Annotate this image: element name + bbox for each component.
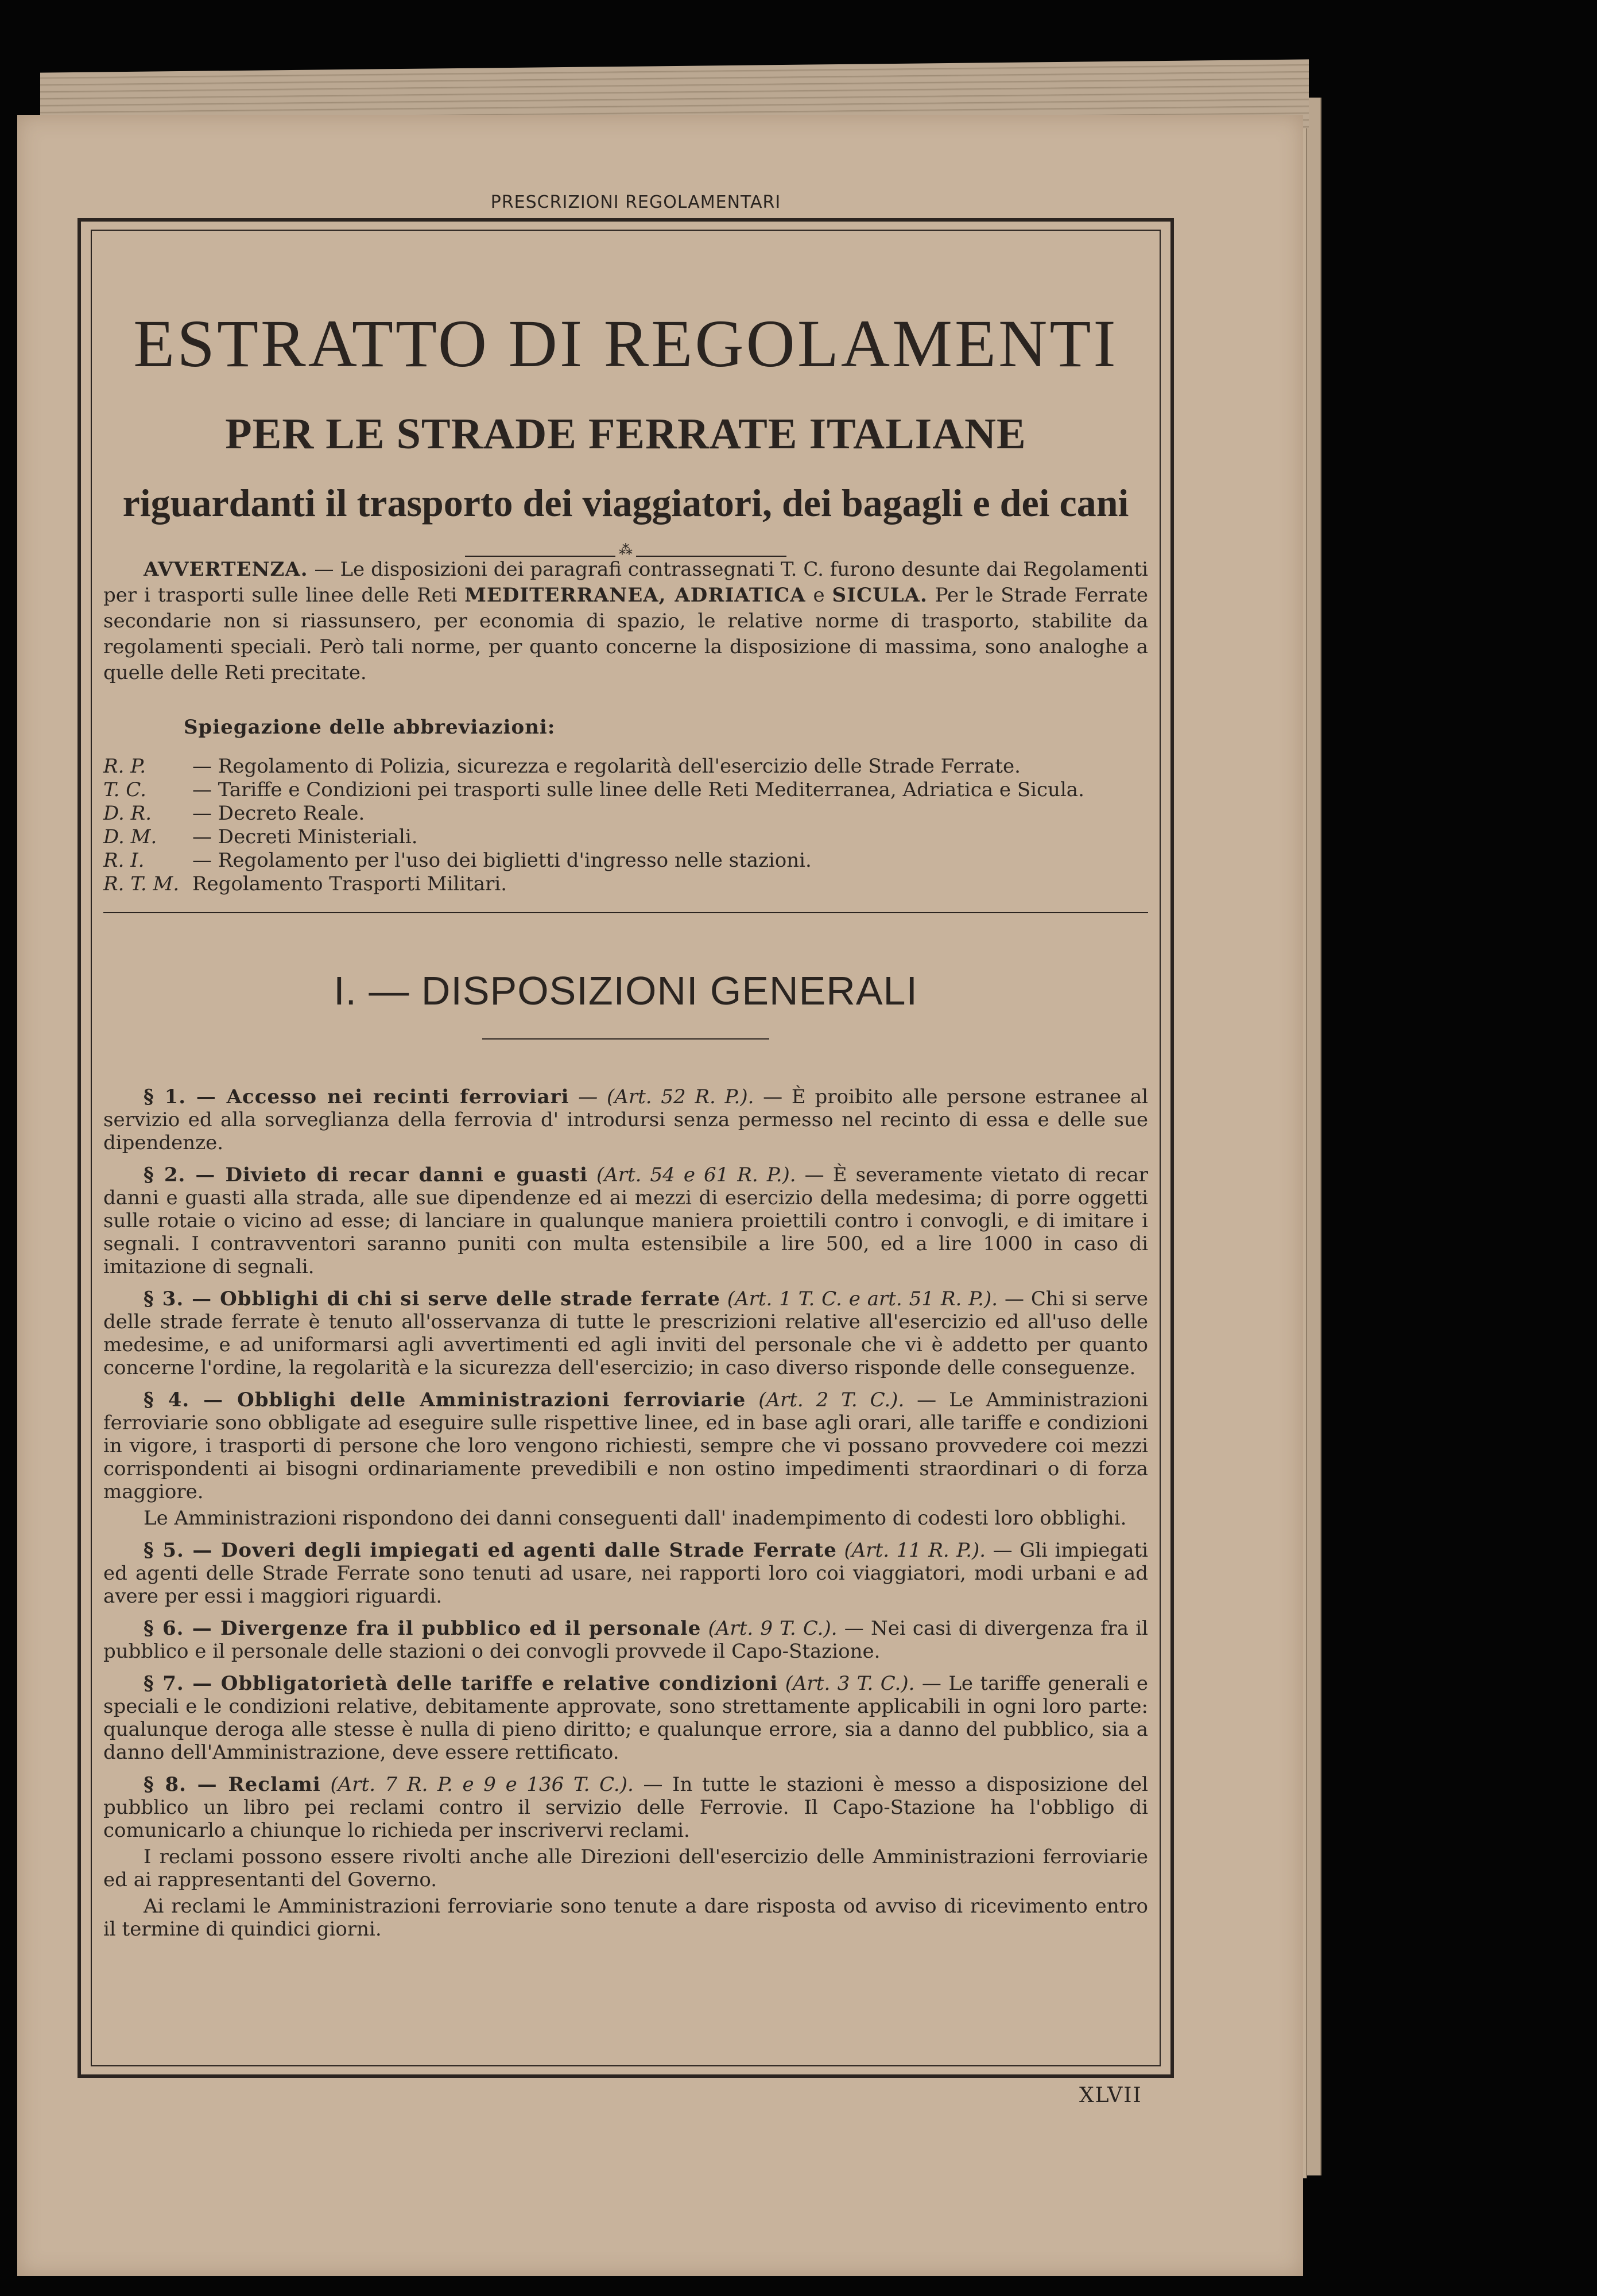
- paragraph-reference: (Art. 2 T. C.).: [746, 1389, 905, 1411]
- paragraph-heading: — Doveri degli impiegati ed agenti dalle Strade Ferrate: [184, 1539, 837, 1562]
- paragraph: [103, 1617, 1148, 1663]
- warning-label: AVVERTENZA.: [144, 558, 308, 581]
- ornament-divider: [103, 542, 1148, 558]
- paragraph-text: — Chi si serve delle strade ferrate è tenuto all'osservanza di tutte le prescrizioni relative all'esercizio ed all'uso delle medesime, e ad uniformarsi agli avvertimenti ed agli inviti del personale che vi è addetto per quanto concerne l'ordine, la regolarità e la sicurezza dell'esercizio; in caso diverso risponde delle conseguenze.: [103, 1287, 1148, 1379]
- paragraph-number: § 5.: [144, 1539, 184, 1562]
- paragraph-continuation: [103, 1507, 1148, 1530]
- section-title-underline: [482, 1038, 769, 1040]
- abbreviation-row: [103, 778, 1148, 802]
- paragraph: [103, 1539, 1148, 1608]
- paragraph-heading: — Obbligatorietà delle tariffe e relative condizioni: [184, 1672, 778, 1695]
- paragraph-number: § 1.: [144, 1085, 187, 1108]
- abbreviation-key: D. M.: [103, 825, 157, 848]
- abbreviations-list: [103, 755, 1148, 896]
- paragraph-text: — Le Amministrazioni ferroviarie sono obbligate ad eseguire sulle rispettive linee, ed in base agli orari, alle tariffe e condizioni in vigore, i trasporti di persone che loro vengono richiesti, sempre che vi possano provvedere coi mezzi corrispondenti ai bisogni ordinariamente prevedibili e non ostino impedimenti straordinari o di forza maggiore.: [103, 1389, 1149, 1503]
- section-rule: [103, 912, 1148, 913]
- paragraph-reference: — (Art. 52 R. P.).: [569, 1085, 754, 1108]
- abbreviation-key: R. T. M.: [103, 872, 180, 895]
- paragraph-number: § 2.: [144, 1163, 186, 1186]
- paragraph-list: [103, 1085, 1148, 1941]
- abbreviation-value: — Regolamento per l'uso dei biglietti d'ingresso nelle stazioni.: [192, 849, 812, 872]
- paragraph-text: — Le tariffe generali e speciali e le condizioni relative, debitamente approvate, sono strettamente applicabili in ogni loro parte: qualunque deroga alle stesse è nulla di pieno diritto; e qualunque errore, sia a danno del pubblico, sia a danno dell'Amministrazione, deve essere rettificato.: [103, 1672, 1149, 1764]
- abbreviation-row: [103, 802, 1148, 825]
- abbreviation-value: — Decreti Ministeriali.: [192, 825, 418, 848]
- running-head: PRESCRIZIONI REGOLAMENTARI: [490, 192, 781, 212]
- abbreviation-value: — Tariffe e Condizioni pei trasporti sulle linee delle Reti Mediterranea, Adriatica e Sicula.: [192, 778, 1084, 801]
- paragraph-number: § 4.: [144, 1389, 190, 1411]
- paragraph-reference: (Art. 9 T. C.).: [701, 1617, 838, 1640]
- subtitle: PER LE STRADE FERRATE ITALIANE: [225, 410, 1026, 458]
- paragraph-heading: — Obblighi di chi si serve delle strade ferrate: [184, 1287, 720, 1310]
- paragraph-reference: (Art. 7 R. P. e 9 e 136 T. C.).: [320, 1773, 634, 1796]
- abbreviation-key: R. P.: [103, 755, 146, 778]
- abbreviation-value: Regolamento Trasporti Militari.: [192, 872, 507, 895]
- paragraph-text: — In tutte le stazioni è messo a disposizione del pubblico un libro pei reclami contro il servizio delle Ferrovie. Il Capo-Stazione ha l'obbligo di comunicarlo a chiunque lo richieda per inscrivervi reclami.: [103, 1773, 1148, 1842]
- paragraph: [103, 1773, 1148, 1842]
- paragraph-continuation: [103, 1895, 1148, 1941]
- main-title: ESTRATTO DI REGOLAMENTI: [133, 306, 1118, 381]
- abbreviation-key: D. R.: [103, 802, 152, 825]
- warning-text2: Per le Strade Ferrate secondarie non si riassunsero, per economia di spazio, le relative norme di trasporto, stabilite da regolamenti speciali. Però tali norme, per quanto concerne la disposizione di massima, sono analoghe a quelle delle Reti precitate.: [103, 584, 1148, 684]
- paragraph-continuation: [103, 1845, 1148, 1891]
- paragraph-reference: (Art. 1 T. C. e art. 51 R. P.).: [720, 1287, 998, 1310]
- paragraph: [103, 1085, 1148, 1154]
- page-number: XLVII: [1079, 2084, 1142, 2107]
- paragraph-text: — È severamente vietato di recar danni e guasti alla strada, alle sue dipendenze ed ai mezzi di esercizio della medesima; di porre oggetti sulle rotaie o vicino ad esse; di lanciare in qualunque maniera proiettili contro i convogli, e di imitare i segnali. I contravventori saranno puniti con multa estensibile a lire 500, ed a lire 1000 in caso di imitazione di segnali.: [103, 1163, 1149, 1278]
- paragraph: [103, 1672, 1148, 1764]
- paragraph-reference: (Art. 54 e 61 R. P.).: [587, 1163, 796, 1186]
- abbreviation-key: T. C.: [103, 778, 146, 801]
- abbreviation-key: R. I.: [103, 849, 145, 872]
- paragraph-heading: — Obblighi delle Amministrazioni ferroviarie: [189, 1389, 746, 1411]
- warning-paragraph: [103, 557, 1148, 686]
- paragraph-heading: — Reclami: [186, 1773, 321, 1796]
- paragraph-text: — Gli impiegati ed agenti delle Strade Ferrate sono tenuti ad usare, nei rapporti loro coi viaggiatori, modi urbani e ad avere per essi i maggiori riguardi.: [103, 1539, 1148, 1608]
- warning-and: e: [805, 584, 832, 607]
- paragraph-text: — È proibito alle persone estranee al servizio ed alla sorveglianza della ferrovia d' introdursi senza permesso nel recinto di essa e delle sue dipendenze.: [103, 1085, 1148, 1154]
- paragraph-number: § 6.: [144, 1617, 184, 1640]
- abbreviation-value: — Regolamento di Polizia, sicurezza e regolarità dell'esercizio delle Strade Ferrate.: [192, 755, 1021, 778]
- abbreviation-row: [103, 755, 1148, 778]
- paragraph-heading: — Divieto di recar danni e guasti: [185, 1163, 588, 1186]
- warning-text: — Le disposizioni dei paragrafi contrassegnati T. C. furono desunte dai Regolamenti per i trasporti sulle linee delle Reti: [103, 558, 1148, 607]
- paragraph-text: I reclami possono essere rivolti anche alle Direzioni dell'esercizio delle Amministrazioni ferroviarie ed ai rappresentanti del Governo.: [103, 1845, 1148, 1891]
- paragraph-text: — Nei casi di divergenza fra il pubblico e il personale delle stazioni o dei convogli provvede il Capo-Stazione.: [103, 1617, 1149, 1663]
- paragraph-text: Ai reclami le Amministrazioni ferroviarie sono tenute a dare risposta od avviso di ricevimento entro il termine di quindici giorni.: [103, 1895, 1148, 1941]
- ornament-knot-icon: ⁂: [615, 542, 636, 558]
- paragraph-reference: (Art. 3 T. C.).: [778, 1672, 915, 1695]
- abbreviation-row: [103, 849, 1148, 872]
- paragraph-heading: — Accesso nei recinti ferroviari: [186, 1085, 569, 1108]
- paragraph-number: § 8.: [144, 1773, 187, 1796]
- framed-content: [103, 241, 1148, 1950]
- paragraph: [103, 1389, 1148, 1503]
- abbreviation-value: — Decreto Reale.: [192, 802, 365, 825]
- abbreviation-row: [103, 825, 1148, 849]
- subtitle-detail: riguardanti il trasporto dei viaggiatori, dei bagagli e dei cani: [122, 481, 1129, 525]
- paragraph: [103, 1287, 1148, 1379]
- warning-net3: SICULA.: [832, 584, 928, 607]
- abbreviation-row: [103, 872, 1148, 896]
- paragraph-text: Le Amministrazioni rispondono dei danni conseguenti dall' inadempimento di codesti loro obblighi.: [144, 1507, 1127, 1530]
- warning-nets: MEDITERRANEA, ADRIATICA: [464, 584, 806, 607]
- paragraph-number: § 3.: [144, 1287, 184, 1310]
- paragraph-heading: — Divergenze fra il pubblico ed il personale: [184, 1617, 701, 1640]
- paragraph-reference: (Art. 11 R. P.).: [836, 1539, 986, 1562]
- paragraph-number: § 7.: [144, 1672, 184, 1695]
- section-title: I. — DISPOSIZIONI GENERALI: [334, 968, 918, 1013]
- paragraph: [103, 1163, 1148, 1278]
- abbreviations-title: Spiegazione delle abbreviazioni:: [184, 716, 556, 739]
